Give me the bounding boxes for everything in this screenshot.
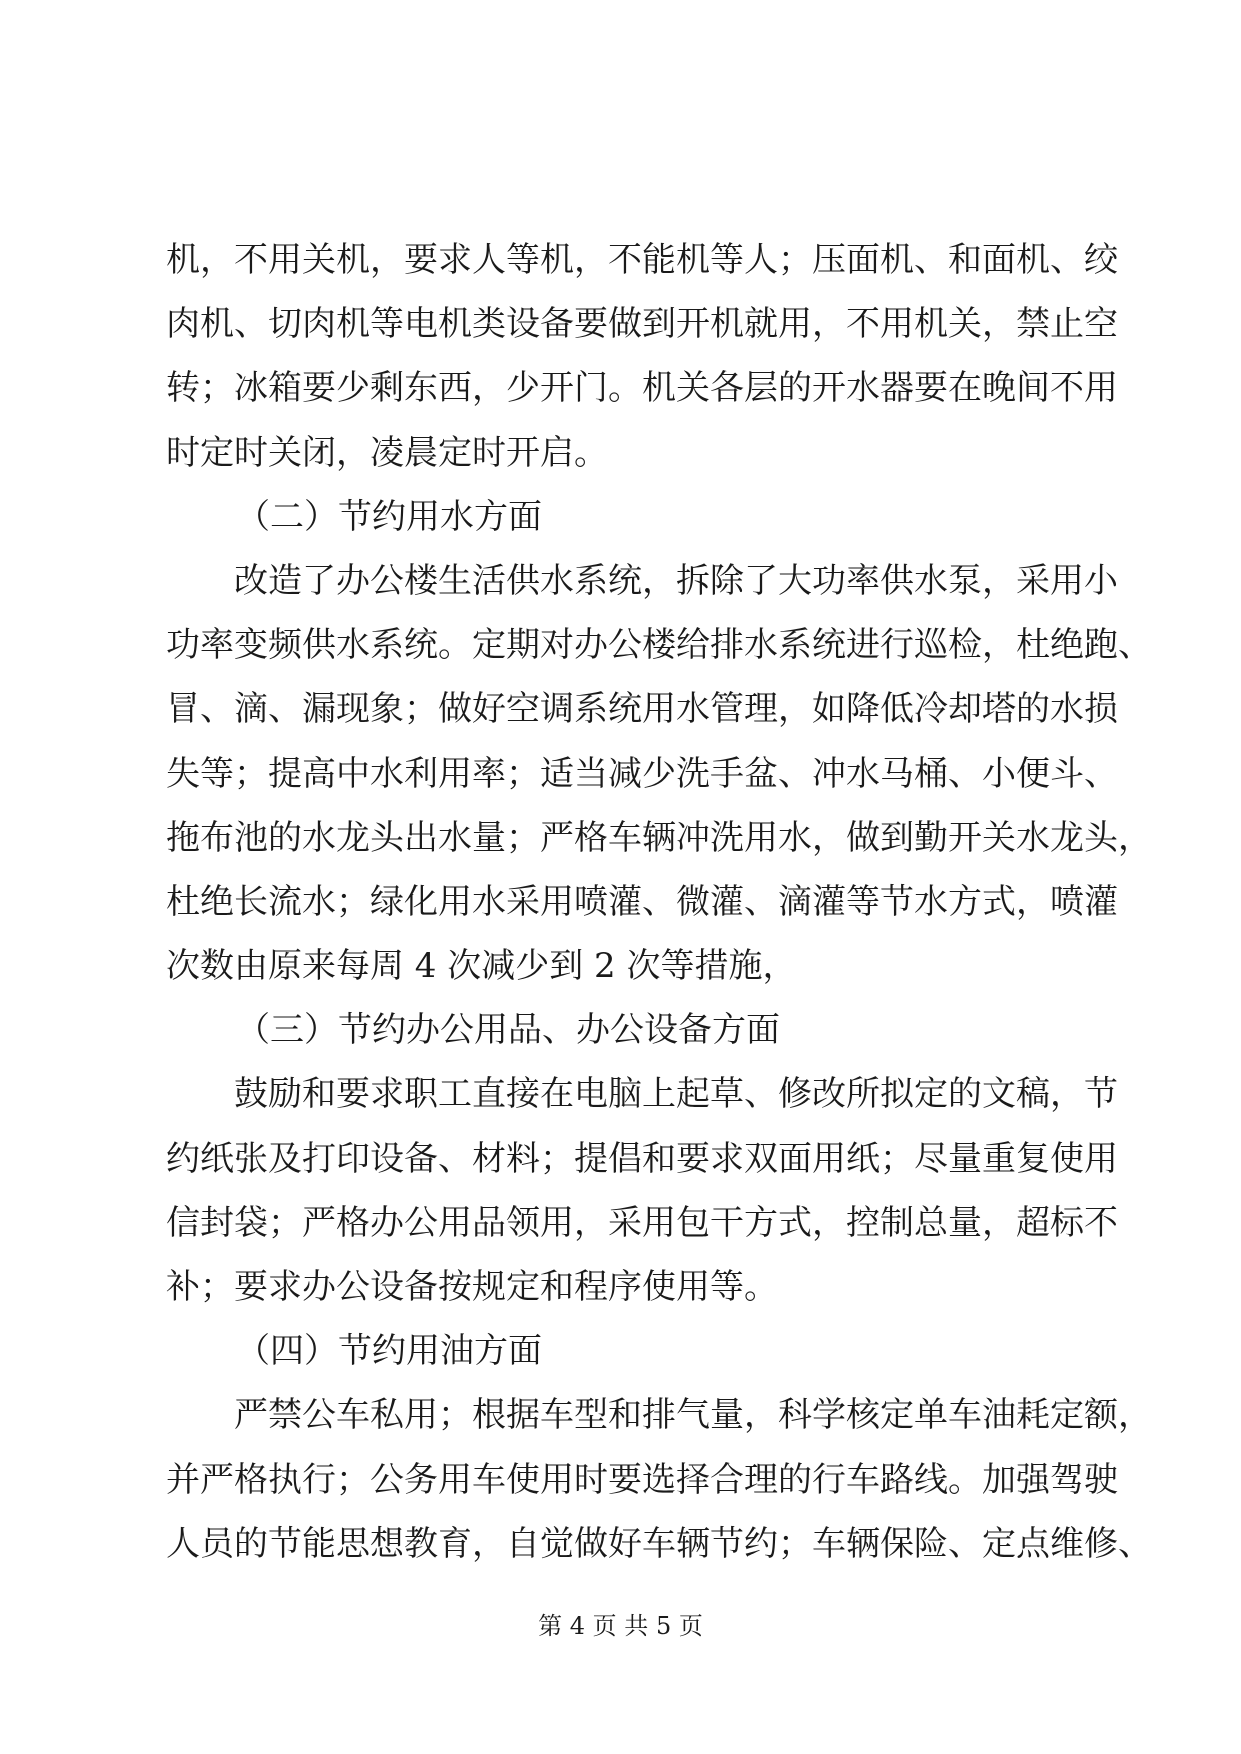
paragraph-line: 次数由原来每周 4 次减少到 2 次等措施， xyxy=(166,946,797,987)
section-heading: （三）节约办公用品、办公设备方面 xyxy=(236,1010,780,1051)
section-heading: （二）节约用水方面 xyxy=(236,496,542,537)
paragraph-line: 鼓励和要求职工直接在电脑上起草、修改所拟定的文稿，节 xyxy=(234,1074,1118,1115)
body-text xyxy=(166,228,1152,1576)
page-indicator: 第 4 页 共 5 页 xyxy=(538,1612,703,1640)
paragraph-line: 时定时关闭，凌晨定时开启。 xyxy=(166,432,608,473)
paragraph-line: 转；冰箱要少剩东西，少开门。机关各层的开水器要在晚间不用 xyxy=(166,368,1118,409)
section-heading: （四）节约用油方面 xyxy=(236,1331,542,1372)
paragraph-line: 机，不用关机，要求人等机，不能机等人；压面机、和面机、绞 xyxy=(166,240,1118,280)
paragraph-line: 改造了办公楼生活供水系统，拆除了大功率供水泵，采用小 xyxy=(234,560,1118,601)
paragraph-line: 并严格执行；公务用车使用时要选择合理的行车路线。加强驾驶 xyxy=(166,1459,1118,1500)
paragraph-line: 功率变频供水系统。定期对办公楼给排水系统进行巡检，杜绝跑、 xyxy=(166,625,1152,666)
paragraph-line: 约纸张及打印设备、材料；提倡和要求双面用纸；尽量重复使用 xyxy=(166,1138,1118,1179)
paragraph-line: 信封袋；严格办公用品领用，采用包干方式，控制总量，超标不 xyxy=(166,1202,1118,1243)
page-footer xyxy=(0,1610,1241,1642)
paragraph-line: 杜绝长流水；绿化用水采用喷灌、微灌、滴灌等节水方式，喷灌 xyxy=(166,881,1118,922)
paragraph-line: 拖布池的水龙头出水量；严格车辆冲洗用水，做到勤开关水龙头， xyxy=(166,817,1152,858)
paragraph-line: 失等；提高中水利用率；适当减少洗手盆、冲水马桶、小便斗、 xyxy=(166,753,1118,794)
paragraph-line: 冒、滴、漏现象；做好空调系统用水管理，如降低冷却塔的水损 xyxy=(166,689,1118,730)
paragraph-line: 严禁公车私用；根据车型和排气量，科学核定单车油耗定额， xyxy=(234,1395,1152,1436)
paragraph-line: 肉机、切肉机等电机类设备要做到开机就用，不用机关，禁止空 xyxy=(166,304,1118,345)
paragraph-line: 补；要求办公设备按规定和程序使用等。 xyxy=(166,1267,778,1307)
paragraph-line: 人员的节能思想教育，自觉做好车辆节约；车辆保险、定点维修、 xyxy=(166,1523,1152,1564)
